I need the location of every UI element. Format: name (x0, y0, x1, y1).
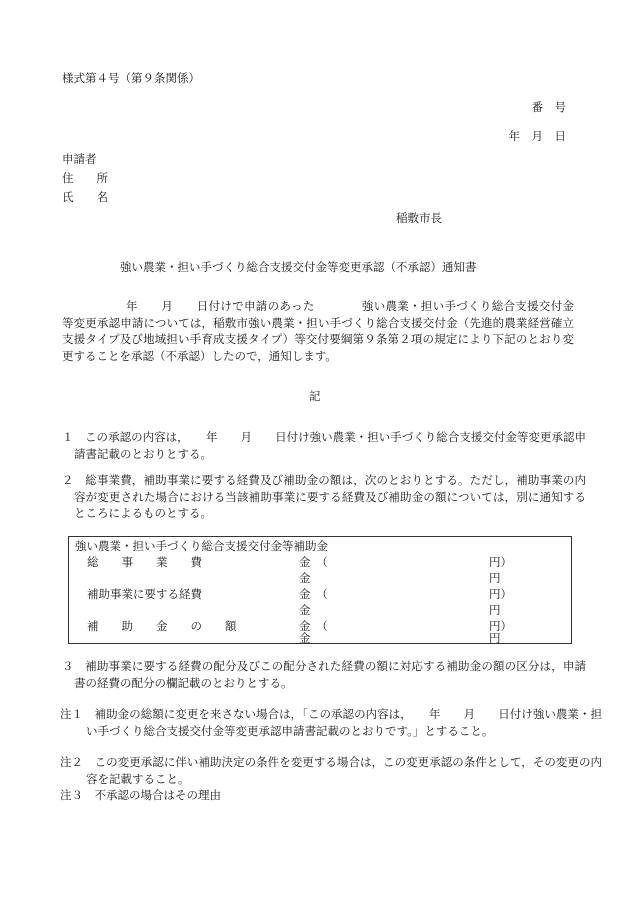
form-label: 様式第４号（第９条関係） (62, 71, 200, 85)
amount-suffix: 円） (489, 619, 512, 633)
table-row (69, 630, 571, 646)
note-3: 注３ 不承認の場合はその理由 (60, 788, 221, 802)
row-label: 補助事業に要する経費 (87, 587, 202, 601)
item-1: １ この承認の内容は， 年 月 日付け強い農業・担い手づくり総合支援交付金等変更承認申請書記載のとおりとする。 (62, 430, 586, 461)
ki-heading: 記 (309, 389, 321, 403)
amount-prefix: 金 （ (299, 555, 328, 569)
body-paragraph: 年 月 日付けで申請のあった 強い農業・担い手づくり総合支援交付金等変更承認申請については，稲敷市強い農業・担い手づくり総合支援交付金（先進的農業経営確立支援タイプ及び地域担い手育成支援タイプ）等交付要綱第９条第２項の規定により下記のとおり変更することを承認（不承認）したので，通知します。 (62, 299, 574, 363)
subsidy-table (68, 536, 572, 644)
amount-prefix: 金 （ (299, 587, 328, 601)
table-heading: 強い農業・担い手づくり総合支援交付金等補助金 (75, 539, 328, 553)
amount-suffix: 円 (489, 631, 501, 645)
amount-prefix: 金 (299, 631, 311, 645)
date-label: 年 月 日 (508, 129, 566, 143)
row-label: 総 事 業 費 (87, 555, 202, 569)
note-1: 注１ 補助金の総額に変更を来さない場合は，「この承認の内容は， 年 月 日付け強い農業・担い手づくり総合支援交付金等変更承認申請書記載のとおりです。」とすること。 (60, 707, 602, 738)
table-row (69, 554, 571, 570)
applicant-heading: 申請者 (62, 152, 97, 166)
issuer-name: 稲敷市長 (396, 211, 442, 225)
amount-suffix: 円 (489, 603, 501, 617)
amount-prefix: 金 (299, 571, 311, 585)
table-row (69, 570, 571, 586)
document-number-label: 番 号 (531, 100, 566, 114)
row-label: 補 助 金 の 額 (87, 619, 237, 633)
amount-prefix: 金 （ (299, 619, 328, 633)
note-2: 注２ この変更承認に伴い補助決定の条件を変更する場合は，この変更承認の条件として，その変更の内容を記載すること。 (60, 755, 602, 786)
amount-suffix: 円） (489, 587, 512, 601)
table-row (69, 586, 571, 602)
amount-suffix: 円 (489, 571, 501, 585)
applicant-name-label: 氏 名 (62, 190, 108, 204)
item-2: ２ 総事業費，補助事業に要する経費及び補助金の額は，次のとおりとする。ただし，補助事業の内容が変更された場合における当該補助事業に要する経費及び補助金の額については，別に通知するところによるものとする。 (62, 473, 586, 520)
document-title: 強い農業・担い手づくり総合支援交付金等変更承認（不承認）通知書 (120, 260, 477, 274)
applicant-address-label: 住 所 (62, 171, 108, 185)
amount-suffix: 円） (489, 555, 512, 569)
amount-prefix: 金 (299, 603, 311, 617)
item-3: ３ 補助事業に要する経費の配分及びこの配分された経費の額に対応する補助金の額の区分は，申請書の経費の配分の欄記載のとおりとする。 (62, 659, 586, 690)
table-row (69, 602, 571, 618)
